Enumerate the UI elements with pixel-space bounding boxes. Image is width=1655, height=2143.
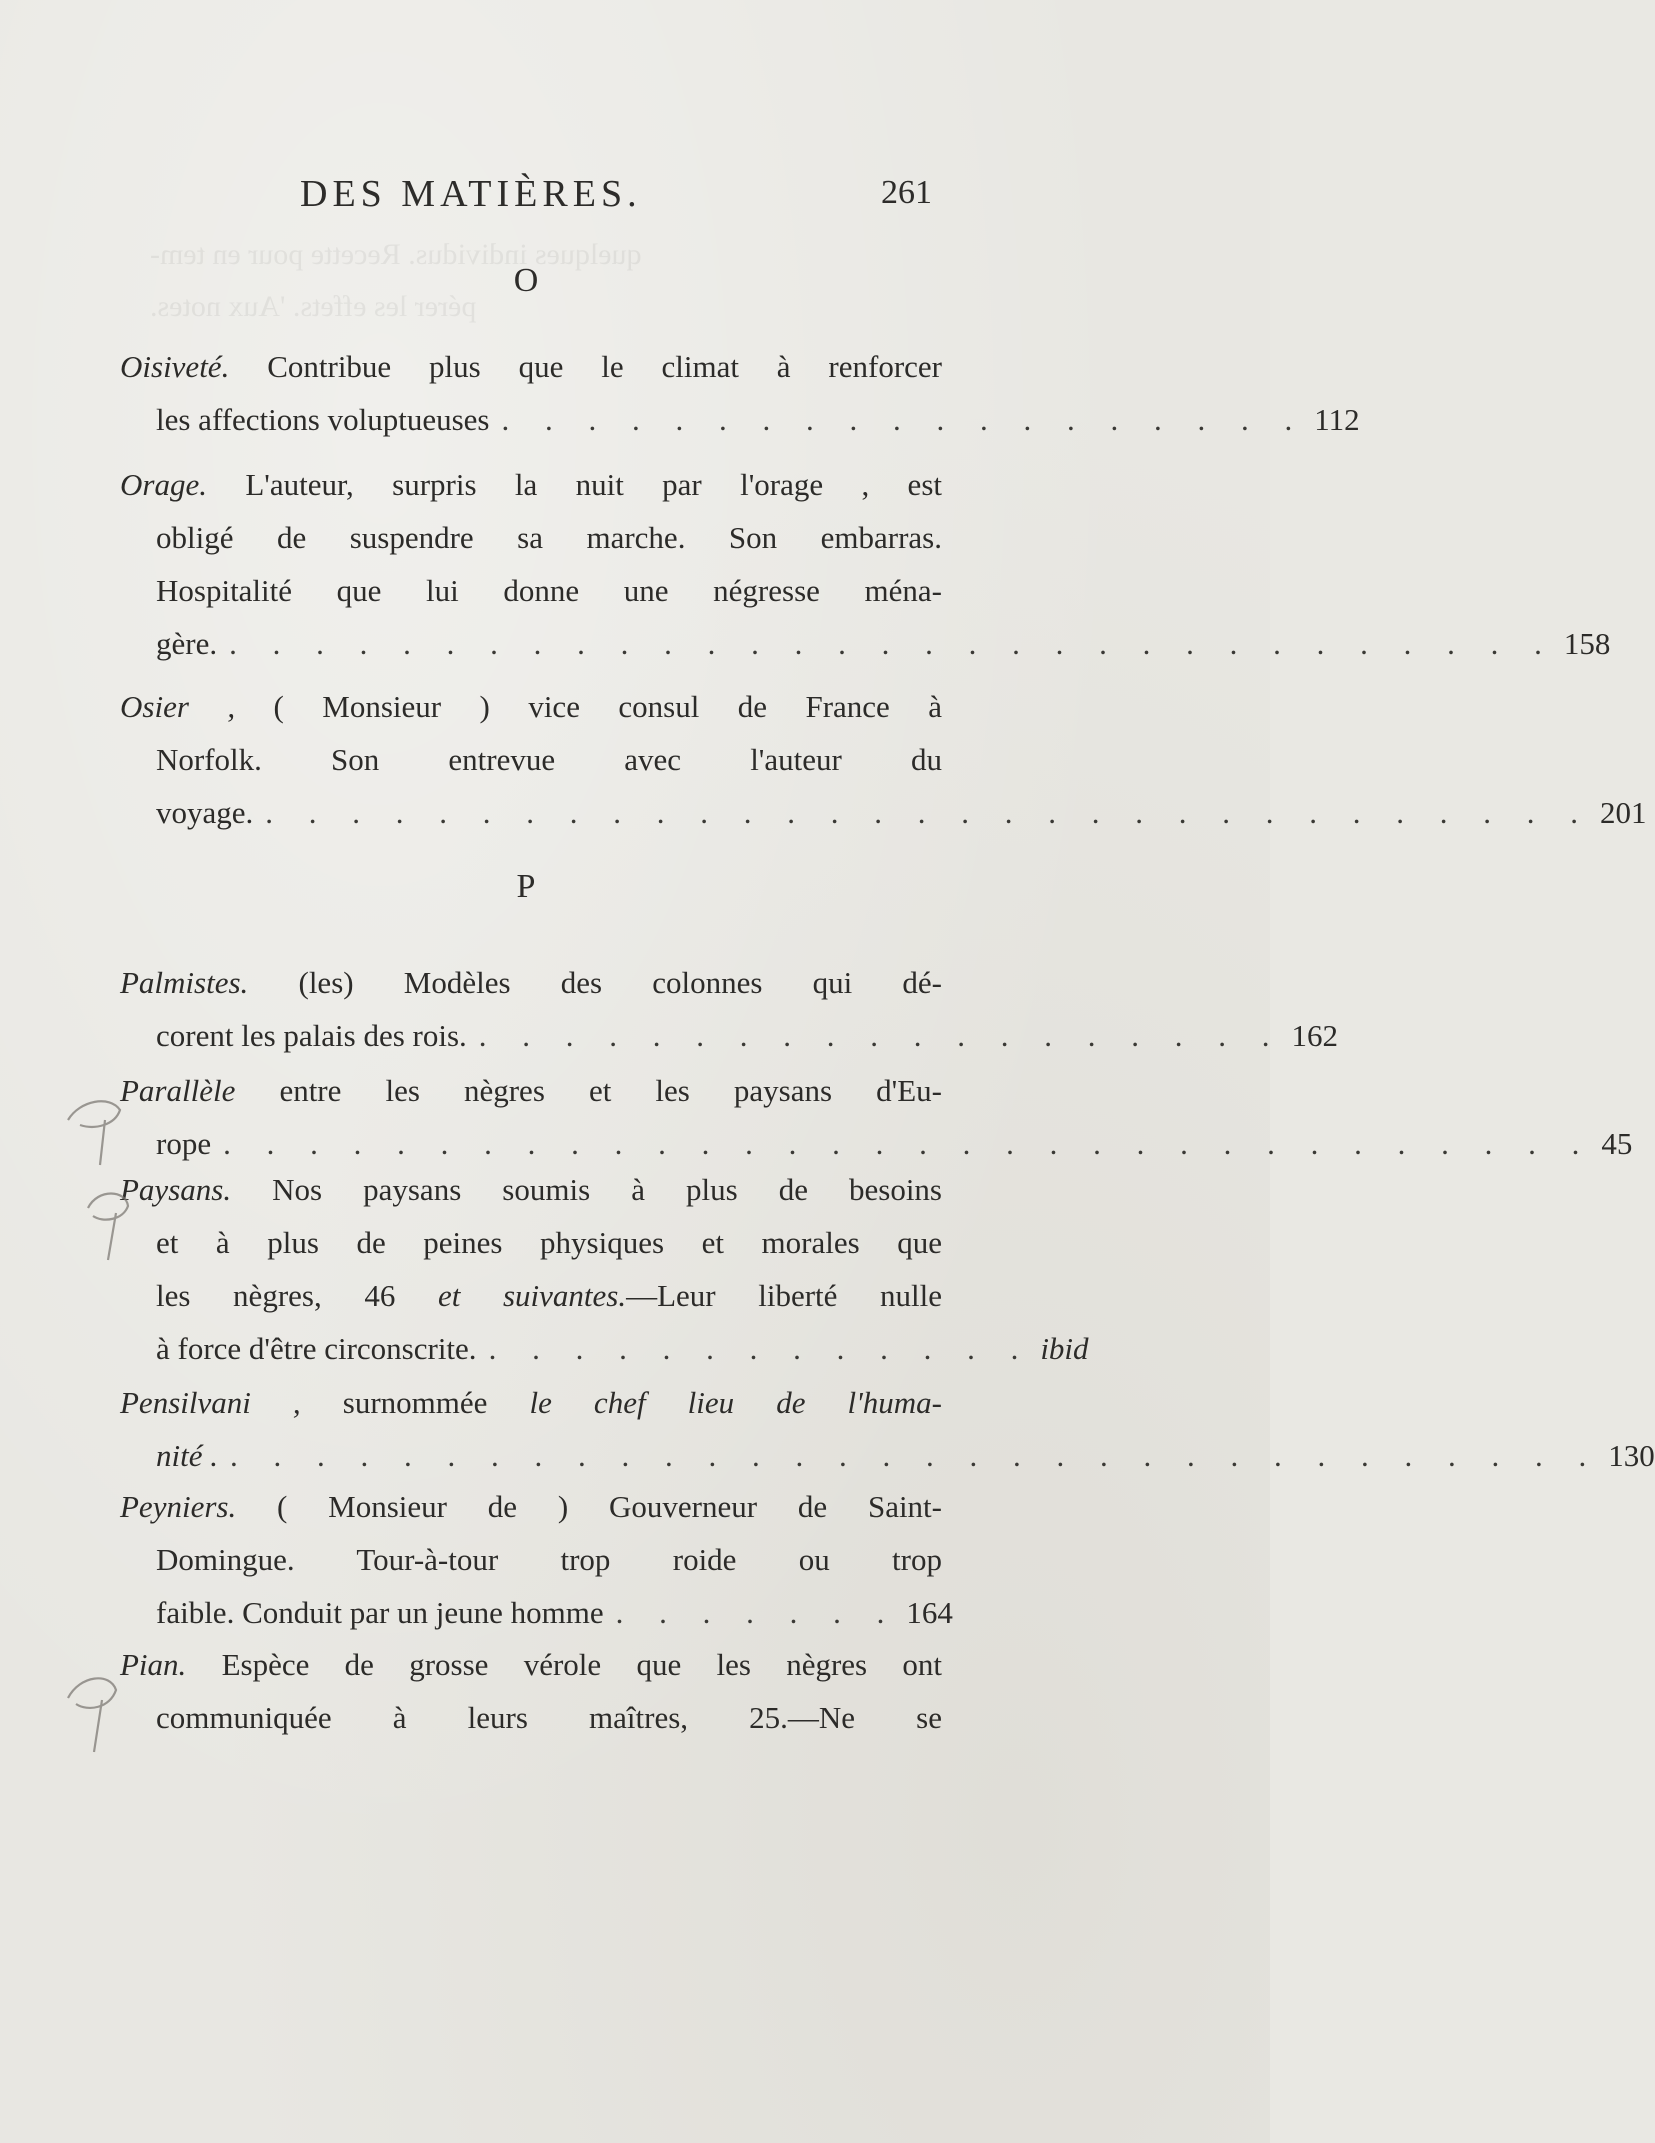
entry-line — [120, 1533, 942, 1586]
dot-leader: . . . . . . . . . . . . . . . . . . . . . . . . . . . . . . . . — [230, 1438, 1601, 1473]
entry-line — [120, 1691, 942, 1744]
entry-text — [120, 1163, 942, 1216]
entry-line — [120, 1163, 942, 1216]
entry-text-line: surnommée — [342, 1385, 488, 1420]
entry-text-line: ( Monsieur ) vice consul de France à — [273, 689, 943, 724]
pencil-margin-mark — [78, 1178, 138, 1268]
entry-headword: Peyniers. — [120, 1489, 237, 1524]
entry-line — [120, 1638, 942, 1691]
entry-text — [120, 1376, 942, 1429]
index-entry-pensilvani — [120, 1376, 1655, 1482]
entry-text — [120, 956, 942, 1009]
entry-line — [120, 458, 942, 511]
entry-text — [120, 1638, 942, 1691]
entry-line — [120, 956, 942, 1009]
page-reference: 130 — [1608, 1438, 1655, 1473]
pencil-margin-mark — [58, 1660, 128, 1760]
entry-line — [120, 1480, 942, 1533]
entry-text-line: les affections voluptueuses — [156, 402, 490, 437]
entry-text-line: entre les nègres et les paysans d'Eu- — [279, 1073, 942, 1108]
entry-text-line: voyage. — [156, 795, 254, 830]
entry-text-line: corent les palais des rois. — [156, 1018, 467, 1053]
entry-headword: Parallèle — [120, 1073, 236, 1108]
entry-text-line: gère. — [156, 626, 218, 661]
entry-text-line: Nos paysans soumis à plus de besoins — [272, 1172, 942, 1207]
entry-italic-text: et suivantes. — [437, 1278, 627, 1313]
entry-text — [120, 340, 942, 393]
entry-line — [120, 1216, 942, 1269]
entry-text — [156, 1269, 942, 1322]
page-reference: ibid — [1040, 1331, 1089, 1366]
entry-text-line: ( Monsieur de ) Gouverneur de Saint- — [277, 1489, 942, 1524]
entry-text — [120, 1480, 942, 1533]
index-entry-oisivete — [120, 340, 1360, 446]
entry-headword: Oisiveté. — [120, 349, 230, 384]
entry-text-line: rope — [156, 1126, 212, 1161]
entry-line-with-page — [120, 617, 1611, 670]
entry-text-line: faible. Conduit par un jeune homme — [156, 1595, 604, 1630]
entry-text-line: Norfolk. Son entrevue avec l'auteur du — [156, 742, 942, 777]
index-entry-osier — [120, 680, 1647, 839]
section-letter-p: P — [516, 868, 536, 905]
page-reference: 45 — [1601, 1126, 1633, 1161]
dot-leader: . . . . . . . . . . . . . . . . . . . — [478, 1018, 1284, 1053]
entry-text-line: Domingue. Tour-à-tour trop roide ou trop — [156, 1542, 942, 1577]
pencil-margin-mark — [60, 1080, 130, 1170]
entry-headword: Palmistes. — [120, 965, 249, 1000]
page-number: 261 — [881, 174, 932, 211]
entry-line — [120, 340, 942, 393]
show-through-text: quelques individus. Recette pour en tem- — [150, 238, 642, 271]
index-entry-parallele — [120, 1064, 1633, 1170]
index-entry-pian — [120, 1638, 942, 1744]
entry-text-line: Espèce de grosse vérole que les nègres ont — [221, 1647, 943, 1682]
entry-line-with-page — [120, 1009, 1339, 1062]
running-head — [300, 172, 940, 222]
entry-text-line: (les) Modèles des colonnes qui dé- — [298, 965, 942, 1000]
entry-text-line: à force d'être circonscrite. — [156, 1331, 477, 1366]
entry-line-with-page — [120, 393, 1360, 446]
entry-line — [120, 1064, 942, 1117]
dot-leader: . . . . . . . — [615, 1595, 899, 1630]
entry-text-line: nité . — [156, 1438, 218, 1473]
entry-italic-text: le chef lieu de l'huma- — [529, 1385, 942, 1420]
dot-leader: . . . . . . . . . . . . . . . . . . . . . . . . . . . . . . . . — [223, 1126, 1594, 1161]
page-reference: 112 — [1314, 402, 1360, 437]
entry-line — [120, 564, 942, 617]
dot-leader: . . . . . . . . . . . . . . . . . . . . . . . . . . . . . . . — [229, 626, 1556, 661]
entry-text-line: Hospitalité que lui donne une négresse ména- — [156, 573, 942, 608]
entry-headword: Orage. — [120, 467, 207, 502]
page-reference: 158 — [1563, 626, 1611, 661]
page-reference: 162 — [1291, 1018, 1339, 1053]
entry-text-line: —Leur liberté nulle — [626, 1278, 943, 1313]
page-reference: 164 — [906, 1595, 953, 1630]
index-entry-paysans — [120, 1163, 1089, 1375]
entry-text-line: obligé de suspendre sa marche. Son embarras. — [156, 520, 942, 555]
entry-line-with-page — [120, 1322, 1089, 1375]
dot-leader: . . . . . . . . . . . . . . . . . . . . . . . . . . . . . . . — [265, 795, 1593, 830]
show-through-text: pérer les effets. 'Aux notes. — [150, 290, 477, 323]
entry-line — [120, 733, 942, 786]
entry-headword: Pian. — [120, 1647, 187, 1682]
entry-text-line: Contribue plus que le climat à renforcer — [267, 349, 943, 384]
entry-headword: Osier , — [120, 689, 236, 724]
entry-headword: Paysans. — [120, 1172, 232, 1207]
entry-line — [120, 680, 942, 733]
entry-line-with-page — [120, 1586, 953, 1639]
entry-text — [120, 458, 942, 511]
entry-line-with-page — [120, 786, 1647, 839]
section-letter-o: O — [513, 262, 539, 299]
index-entry-peyniers — [120, 1480, 953, 1639]
entry-text-line: communiquée à leurs maîtres, 25.—Ne se — [156, 1700, 942, 1735]
entry-text-line: et à plus de peines physiques et morales que — [156, 1225, 942, 1260]
entry-text — [120, 1064, 942, 1117]
entry-text-line: L'auteur, surpris la nuit par l'orage , est — [245, 467, 942, 502]
index-entry-orage — [120, 458, 1611, 670]
entry-line-with-page — [120, 1429, 1655, 1482]
dot-leader: . . . . . . . . . . . . . — [488, 1331, 1033, 1366]
entry-line — [120, 1269, 942, 1322]
entry-headword: Pensilvani , — [120, 1385, 301, 1420]
index-entry-palmistes — [120, 956, 1339, 1062]
entry-line — [120, 511, 942, 564]
running-title: DES MATIÈRES. — [300, 173, 642, 215]
dot-leader: . . . . . . . . . . . . . . . . . . . — [501, 402, 1307, 437]
entry-line — [120, 1376, 942, 1429]
page-reference: 201 — [1600, 795, 1647, 830]
entry-text-line: les nègres, 46 — [156, 1278, 396, 1313]
entry-text — [120, 680, 942, 733]
